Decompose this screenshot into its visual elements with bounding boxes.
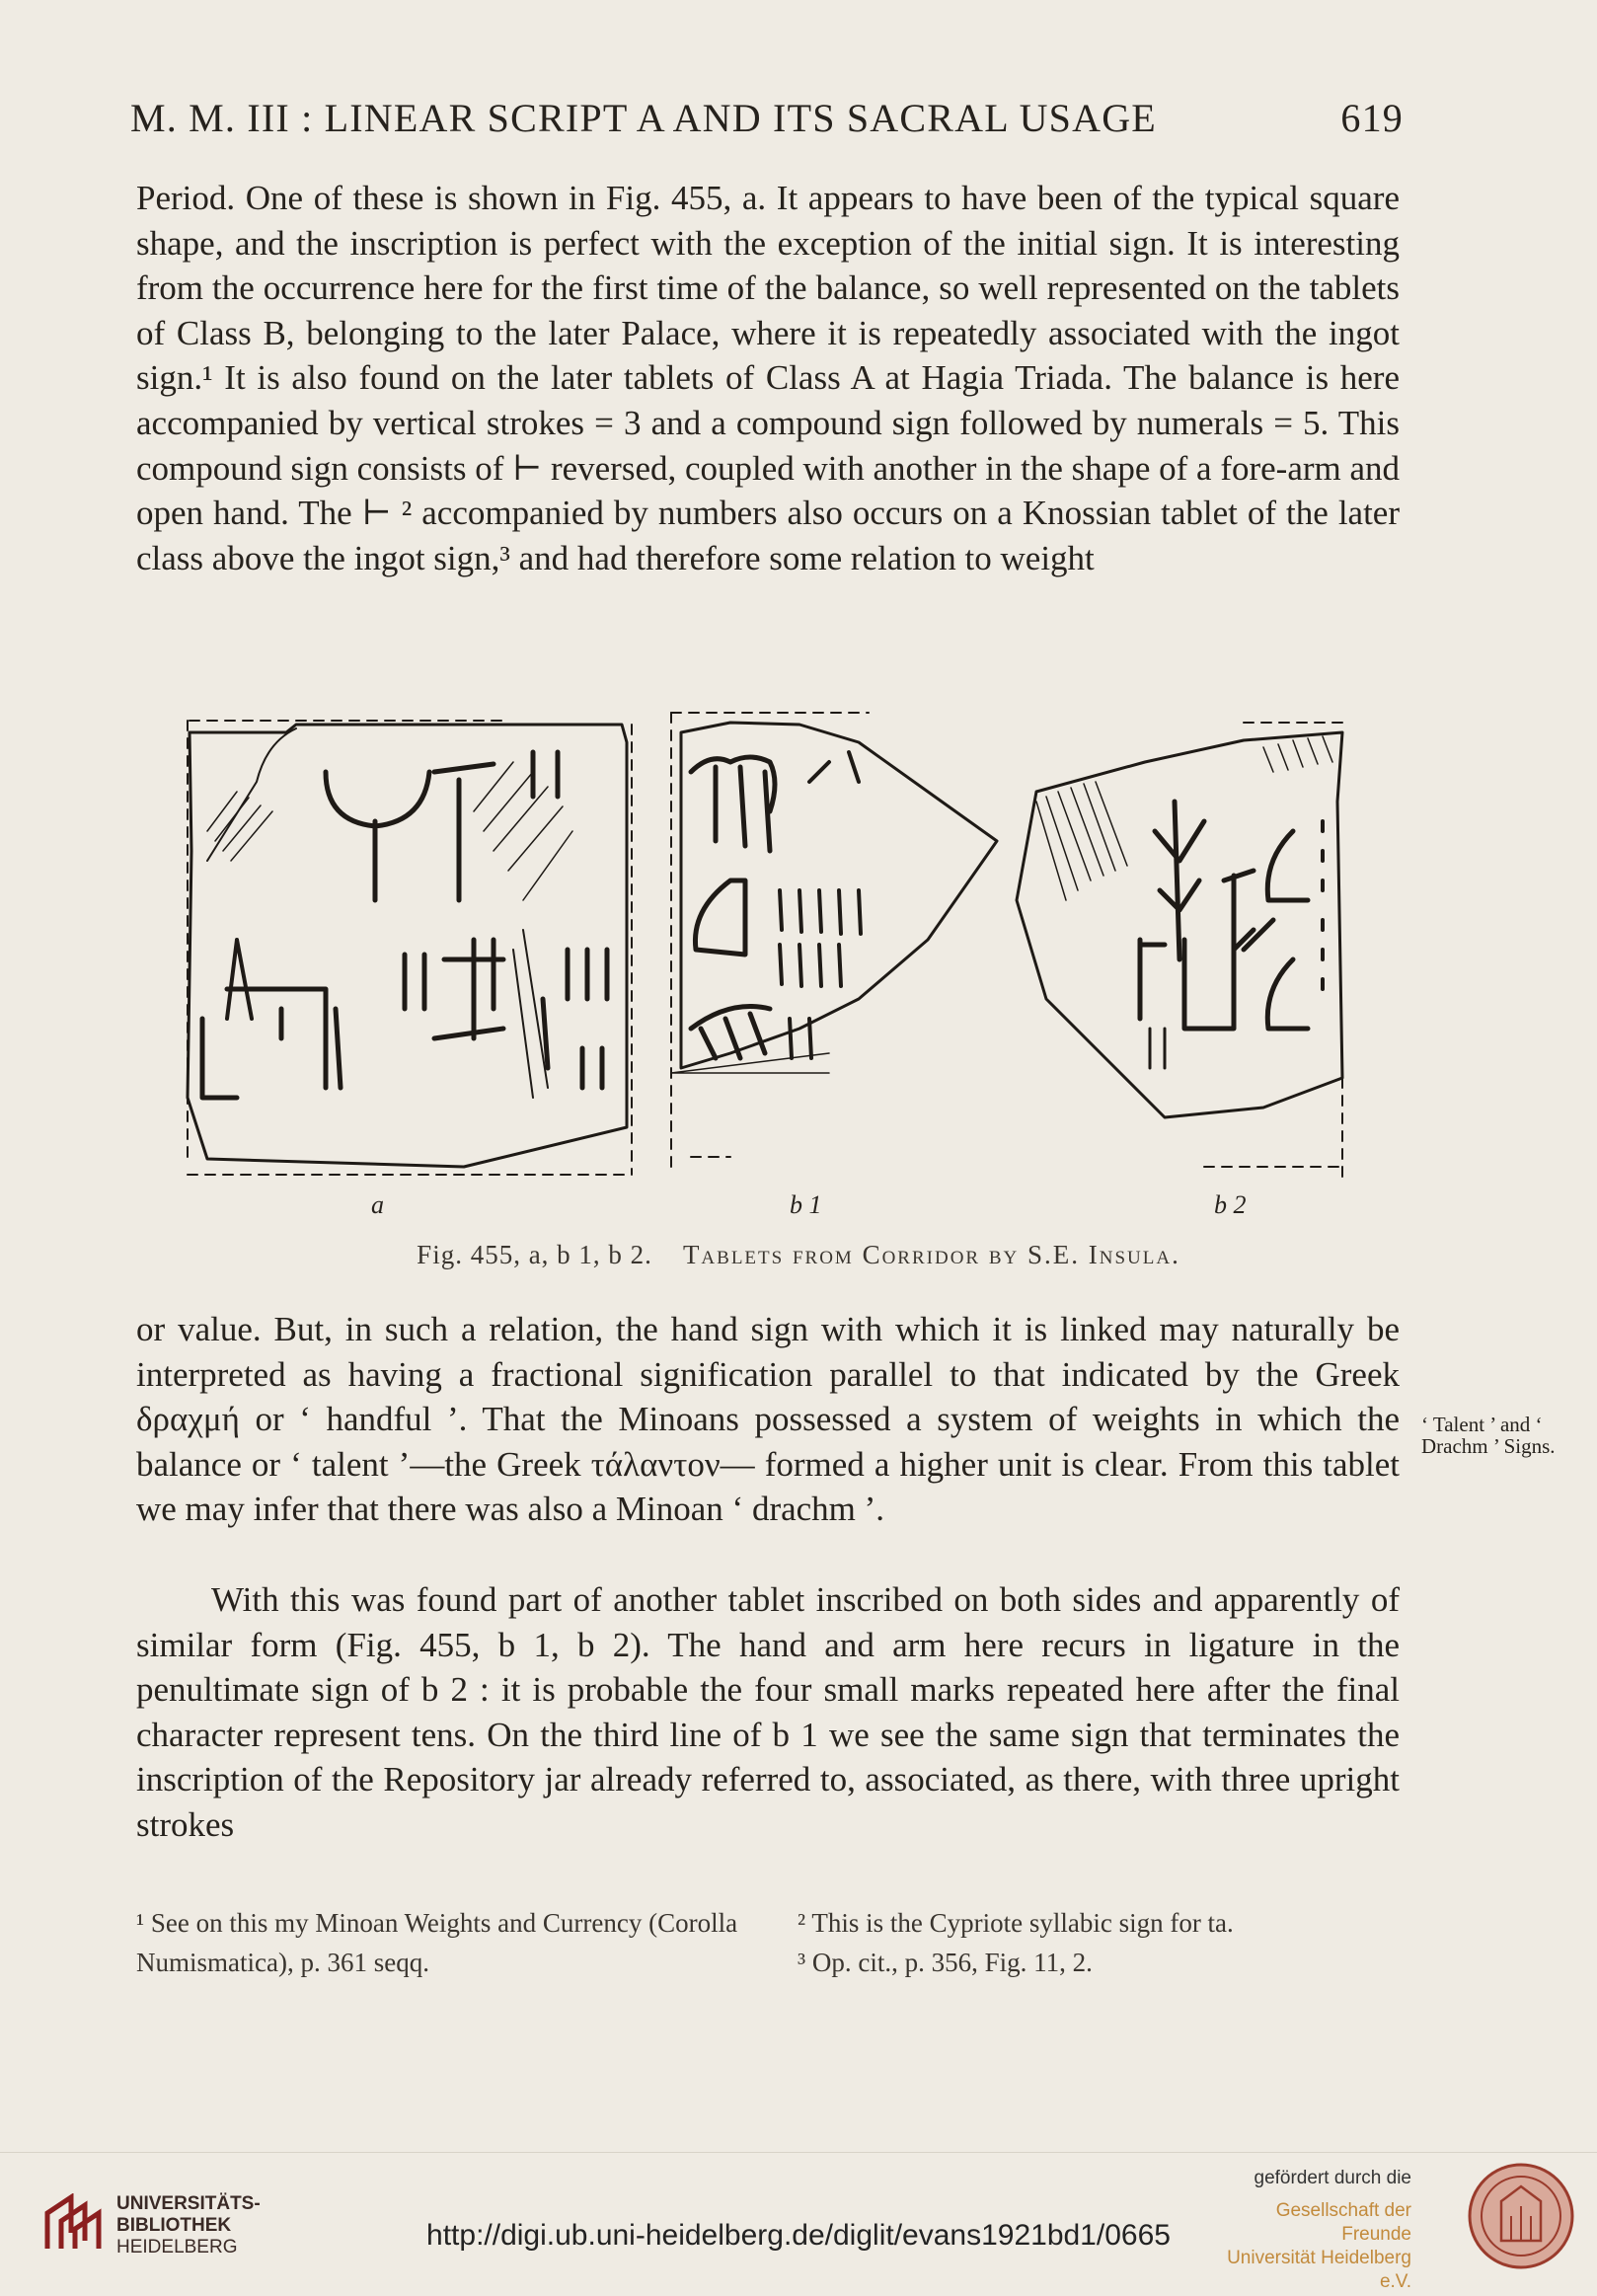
library-name-line-1: UNIVERSITÄTS- bbox=[116, 2193, 261, 2214]
figure-455 bbox=[178, 703, 1362, 1219]
sponsor-line-3: Universität Heidelberg e.V. bbox=[1227, 2248, 1411, 2292]
university-seal-icon bbox=[1467, 2162, 1575, 2270]
sponsor-text bbox=[1224, 2168, 1411, 2294]
digitization-url[interactable]: http://digi.ub.uni-heidelberg.de/diglit/evans1921bd1/0665 bbox=[426, 2219, 1171, 2252]
figure-label-a: a bbox=[371, 1190, 384, 1219]
running-head-title: M. M. III : LINEAR SCRIPT A AND ITS SACRAL USAGE bbox=[130, 96, 1157, 140]
figure-label-b2: b 2 bbox=[1214, 1190, 1247, 1219]
paragraph-2: or value. But, in such a relation, the hand sign with which it is linked may naturally be interpreted as having a fractional signification parallel to that indicated by the Greek δραχμή or ‘ handful ’. That the Minoans possessed a system of weights in which the balance or ‘ talent ’—the Greek τάλαντον— formed a higher unit is clear. From this tablet we may infer that there was also a Minoan ‘ drachm ’. bbox=[136, 1310, 1400, 1529]
figure-label-b1: b 1 bbox=[790, 1190, 822, 1219]
figure-caption-prefix: Fig. 455, a, b 1, b 2. bbox=[417, 1240, 652, 1269]
tablet-drawings bbox=[178, 703, 1362, 1216]
page-number: 619 bbox=[1340, 96, 1404, 140]
running-head bbox=[130, 95, 1404, 141]
margin-note: ‘ Talent ’ and ‘ Drachm ’ Signs. bbox=[1421, 1413, 1556, 1458]
footnotes-2-3 bbox=[798, 1903, 1409, 1982]
tablet-b2-drawing bbox=[1017, 723, 1342, 1177]
tablet-a-drawing bbox=[188, 721, 632, 1175]
sponsor-line-2: Gesellschaft der Freunde bbox=[1275, 2200, 1411, 2245]
library-name-line-2: BIBLIOTHEK bbox=[116, 2215, 232, 2236]
paragraph-1: Period. One of these is shown in Fig. 455, a. It appears to have been of the typical square shape, and the inscription is perfect with the exception of the initial sign. It is interesting from the occurrence here for the first time of the balance, so well represented on the tablets of Class B, belonging to the later Palace, where it is repeatedly associated with the ingot sign.¹ It is also found on the later tablets of Class A at Hagia Triada. The balance is here accompanied by vertical strokes = 3 and a compound sign followed by numerals = 5. This compound sign consists of ⊢ reversed, coupled with another in the shape of a fore-arm and open hand. The ⊢ ² accompanied by numbers also occurs on a Knossian tablet of the later class above the ingot sign,³ and had therefore some relation to weight bbox=[136, 179, 1401, 577]
sponsor-line-1: gefördert durch die bbox=[1254, 2168, 1411, 2188]
footnote-1: ¹ See on this my Minoan Weights and Currency (Corolla Numismatica), p. 361 seqq. bbox=[136, 1908, 738, 1977]
footnote-2: ² This is the Cypriote syllabic sign for ta. bbox=[798, 1908, 1234, 1938]
paragraph-3: With this was found part of another tablet inscribed on both sides and apparently of similar form (Fig. 455, b 1, b 2). The hand and arm here recurs in ligature in the penultimate sign of b 2 : it is probable the four small marks repeated here after the final character represent tens. On the third line of b 1 we see the same sign that terminates the inscription of the Repository jar already referred to, associated, as there, with three upright strokes bbox=[136, 1580, 1400, 1844]
footnote-3: ³ Op. cit., p. 356, Fig. 11, 2. bbox=[798, 1948, 1093, 1977]
figure-caption bbox=[0, 1240, 1597, 1270]
tablet-b1-drawing bbox=[671, 713, 997, 1167]
library-name-line-3: HEIDELBERG bbox=[116, 2237, 238, 2258]
figure-caption-title: Tablets from Corridor by S.E. Insula. bbox=[682, 1240, 1180, 1269]
